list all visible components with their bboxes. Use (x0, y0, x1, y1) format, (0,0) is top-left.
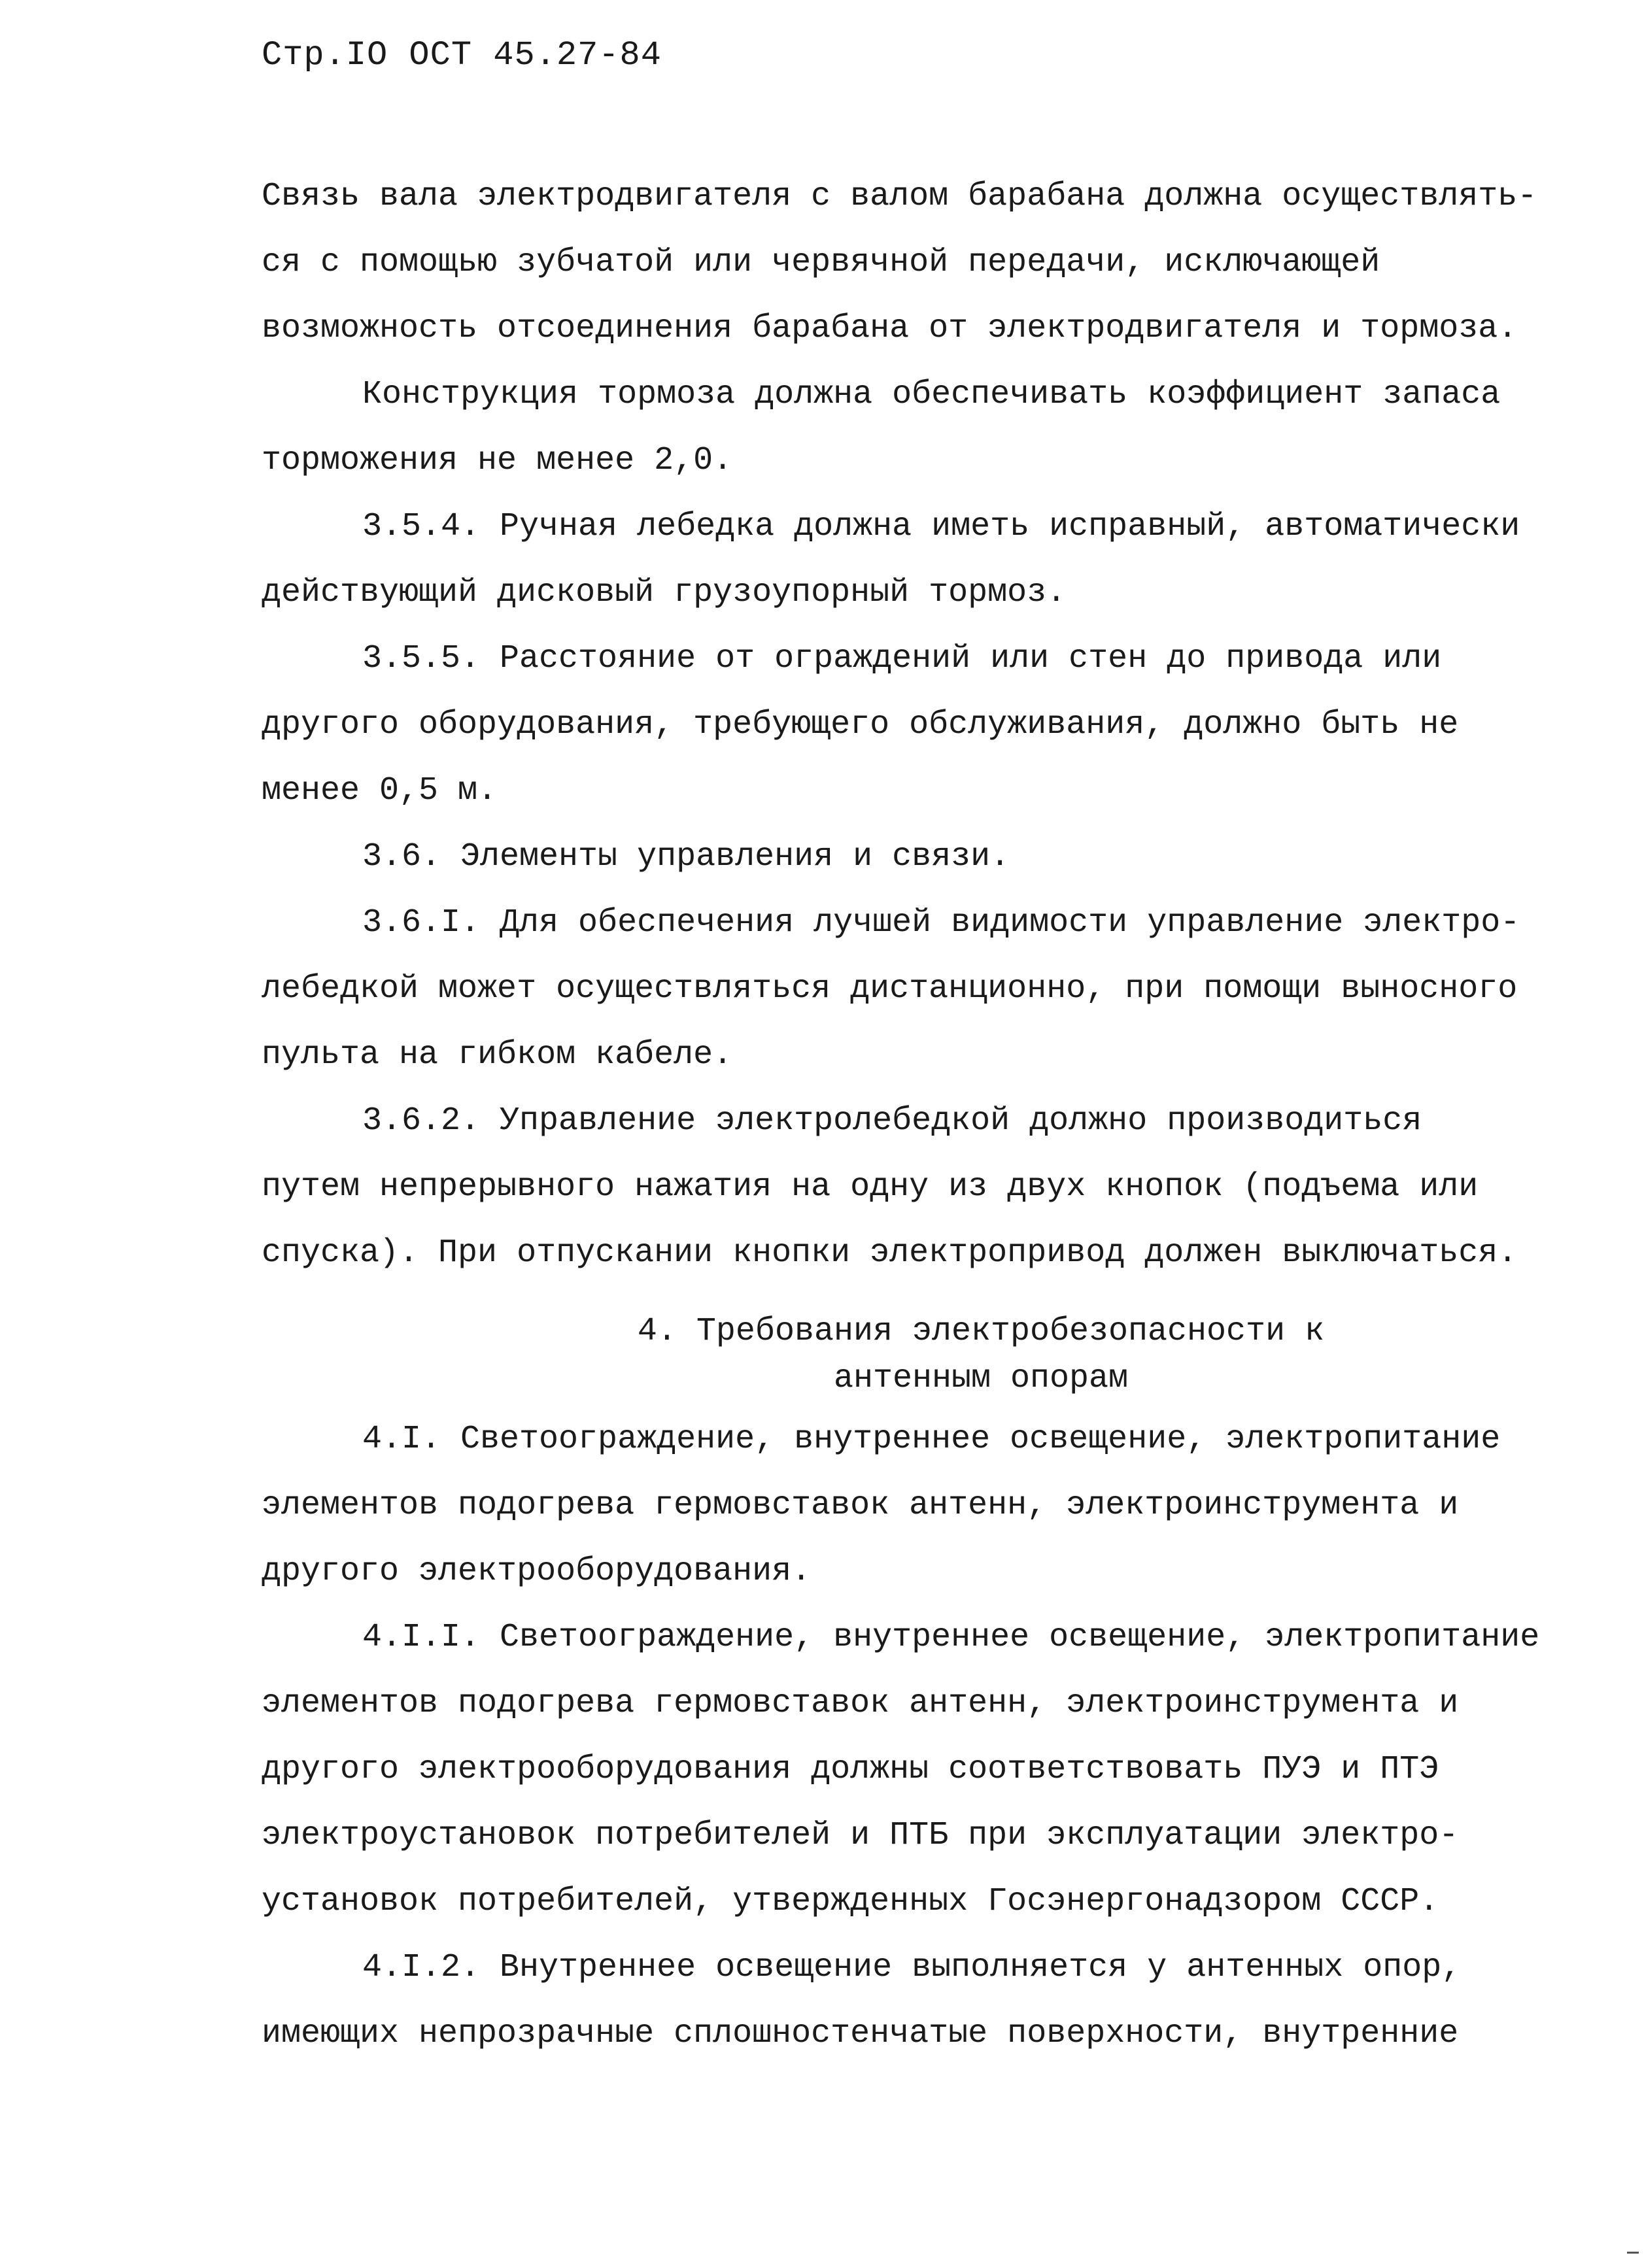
paragraph-3-6 (262, 824, 1583, 890)
paragraph-3-5-5 (262, 626, 1583, 824)
text-line: путем непрерывного нажатия на одну из двух кнопок (подъема или (262, 1168, 1479, 1206)
text-line: торможения не менее 2,0. (262, 442, 733, 479)
scan-edge-mark (1627, 2252, 1639, 2254)
text-line: ся с помощью зубчатой или червячной передачи, исключающей (262, 244, 1380, 281)
text-line: элементов подогрева гермовставок антенн, электроинструмента и (262, 1685, 1459, 1722)
document-body (262, 163, 1583, 2067)
text-line: пульта на гибком кабеле. (262, 1036, 733, 1074)
page-header: Стр.IO ОСТ 45.27-84 (262, 36, 662, 75)
text-line: элементов подогрева гермовставок антенн, электроинструмента и (262, 1487, 1459, 1524)
text-line: лебедкой может осуществляться дистанционно, при помощи выносного (262, 970, 1518, 1007)
paragraph-4-1-1 (262, 1604, 1583, 1935)
text-line: другого оборудования, требующего обслуживания, должно быть не (262, 706, 1459, 743)
text-line: менее 0,5 м. (262, 772, 498, 809)
text-line: 4.I.I. Светоограждение, внутреннее освещение, электропитание (362, 1619, 1540, 1656)
text-line: 3.6. Элементы управления и связи. (362, 838, 1010, 875)
text-line: 4.I.2. Внутреннее освещение выполняется у антенных опор, (362, 1949, 1462, 1986)
text-line: имеющих непрозрачные сплошностенчатые поверхности, внутренние (262, 2015, 1459, 2052)
paragraph-3-6-2 (262, 1088, 1583, 1286)
text-line: спуска). При отпускании кнопки электропривод должен выключаться. (262, 1234, 1518, 1272)
section-title-line: 4. Требования электробезопасности к (637, 1313, 1325, 1350)
text-line: другого электрооборудования. (262, 1553, 812, 1590)
text-line: другого электрооборудования должны соответствовать ПУЭ и ПТЭ (262, 1751, 1439, 1788)
paragraph-3-6-1 (262, 890, 1583, 1088)
section-title-line: антенным опорам (833, 1360, 1129, 1397)
text-line: установок потребителей, утвержденных Госэнергонадзором СССР. (262, 1883, 1439, 1920)
text-line: 3.5.4. Ручная лебедка должна иметь исправный, автоматически (362, 508, 1520, 545)
paragraph-drum-connection (262, 163, 1583, 362)
paragraph-4-1-2 (262, 1935, 1583, 2067)
paragraph-3-5-4 (262, 494, 1583, 626)
text-line: электроустановок потребителей и ПТБ при эксплуатации электро- (262, 1817, 1459, 1854)
text-line: Связь вала электродвигателя с валом барабана должна осуществлять- (262, 178, 1537, 215)
text-line: Конструкция тормоза должна обеспечивать коэффициент запаса (362, 376, 1501, 413)
text-line: 3.6.I. Для обеспечения лучшей видимости управление электро- (362, 904, 1520, 941)
text-line: 4.I. Светоограждение, внутреннее освещение, электропитание (362, 1421, 1501, 1458)
paragraph-4-1 (262, 1406, 1583, 1604)
section-4-title (262, 1286, 1583, 1406)
paragraph-brake-design (262, 362, 1583, 494)
text-line: возможность отсоединения барабана от электродвигателя и тормоза. (262, 310, 1518, 347)
text-line: действующий дисковый грузоупорный тормоз. (262, 574, 1067, 611)
text-line: 3.6.2. Управление электролебедкой должно производиться (362, 1102, 1422, 1140)
text-line: 3.5.5. Расстояние от ограждений или стен до привода или (362, 640, 1442, 677)
